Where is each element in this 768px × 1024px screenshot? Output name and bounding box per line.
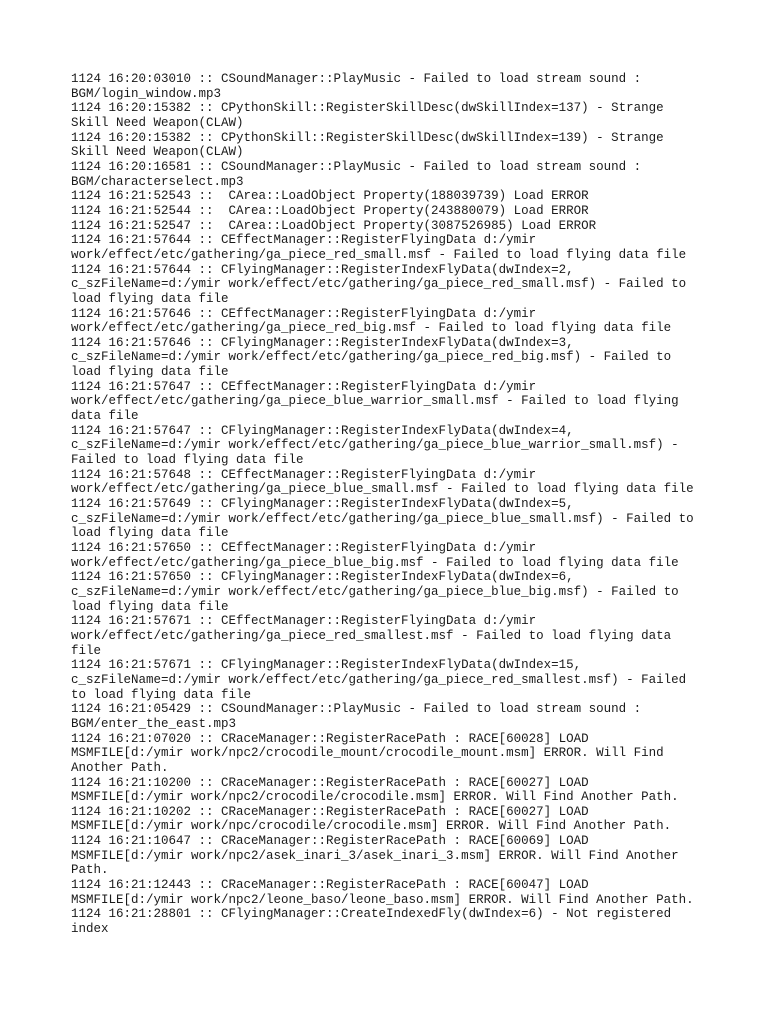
log-line: c_szFileName=d:/ymir work/effect/etc/gathering/ga_piece_blue_warrior_small.msf) -: [71, 438, 679, 453]
log-line: 1124 16:21:57650 :: CFlyingManager::RegisterIndexFlyData(dwIndex=6,: [71, 570, 574, 585]
log-line: data file: [71, 409, 139, 424]
log-line: BGM/login_window.mp3: [71, 86, 222, 101]
log-line: 1124 16:21:10647 :: CRaceManager::RegisterRacePath : RACE[60069] LOAD: [71, 834, 589, 849]
log-line: load flying data file: [71, 526, 229, 541]
log-line: 1124 16:21:57647 :: CFlyingManager::RegisterIndexFlyData(dwIndex=4,: [71, 423, 574, 438]
log-line: 1124 16:20:03010 :: CSoundManager::PlayMusic - Failed to load stream sound :: [71, 72, 642, 86]
log-line: 1124 16:21:05429 :: CSoundManager::PlayMusic - Failed to load stream sound :: [71, 702, 642, 717]
log-line: 1124 16:21:52544 :: CArea::LoadObject Property(243880079) Load ERROR: [71, 203, 589, 218]
log-line: 1124 16:21:57647 :: CEffectManager::RegisterFlyingData d:/ymir: [71, 379, 537, 394]
log-line: 1124 16:21:57644 :: CEffectManager::RegisterFlyingData d:/ymir: [71, 233, 537, 248]
log-line: file: [71, 643, 102, 658]
log-line: Failed to load flying data file: [71, 453, 304, 468]
log-line: 1124 16:20:15382 :: CPythonSkill::RegisterSkillDesc(dwSkillIndex=139) - Strange: [71, 130, 664, 145]
log-line: c_szFileName=d:/ymir work/effect/etc/gathering/ga_piece_red_small.msf) - Failed to: [71, 277, 687, 292]
log-line: MSMFILE[d:/ymir work/npc2/crocodile/crocodile.msm] ERROR. Will Find Another Path.: [71, 790, 679, 805]
log-line: 1124 16:21:52547 :: CArea::LoadObject Property(3087526985) Load ERROR: [71, 218, 597, 233]
log-line: c_szFileName=d:/ymir work/effect/etc/gathering/ga_piece_blue_big.msf) - Failed to: [71, 584, 679, 599]
log-line: Skill Need Weapon(CLAW): [71, 145, 244, 160]
log-line: 1124 16:20:16581 :: CSoundManager::PlayMusic - Failed to load stream sound :: [71, 159, 642, 174]
log-line: Skill Need Weapon(CLAW): [71, 115, 244, 130]
log-line: work/effect/etc/gathering/ga_piece_blue_warrior_small.msf - Failed to load flying: [71, 394, 679, 409]
log-line: Another Path.: [71, 760, 169, 775]
log-line: to load flying data file: [71, 687, 252, 702]
log-line: c_szFileName=d:/ymir work/effect/etc/gathering/ga_piece_red_big.msf) - Failed to: [71, 350, 672, 365]
log-line: MSMFILE[d:/ymir work/npc2/crocodile_mount/crocodile_mount.msm] ERROR. Will Find: [71, 746, 664, 761]
log-line: load flying data file: [71, 365, 229, 380]
log-line: 1124 16:20:15382 :: CPythonSkill::RegisterSkillDesc(dwSkillIndex=137) - Strange: [71, 101, 664, 116]
log-line: Path.: [71, 863, 109, 878]
log-line: index: [71, 922, 109, 937]
log-line: work/effect/etc/gathering/ga_piece_blue_big.msf - Failed to load flying data file: [71, 555, 679, 570]
log-line: 1124 16:21:57671 :: CEffectManager::RegisterFlyingData d:/ymir: [71, 614, 537, 629]
log-line: 1124 16:21:10200 :: CRaceManager::RegisterRacePath : RACE[60027] LOAD: [71, 775, 589, 790]
log-line: c_szFileName=d:/ymir work/effect/etc/gathering/ga_piece_red_smallest.msf) - Failed: [71, 672, 687, 687]
log-line: work/effect/etc/gathering/ga_piece_red_smallest.msf - Failed to load flying data: [71, 628, 672, 643]
log-line: 1124 16:21:07020 :: CRaceManager::RegisterRacePath : RACE[60028] LOAD: [71, 731, 589, 746]
log-line: work/effect/etc/gathering/ga_piece_red_big.msf - Failed to load flying data file: [71, 321, 672, 336]
log-line: 1124 16:21:57648 :: CEffectManager::RegisterFlyingData d:/ymir: [71, 467, 537, 482]
log-line: BGM/enter_the_east.mp3: [71, 716, 237, 731]
log-line: 1124 16:21:12443 :: CRaceManager::RegisterRacePath : RACE[60047] LOAD: [71, 878, 589, 893]
log-line: 1124 16:21:10202 :: CRaceManager::RegisterRacePath : RACE[60027] LOAD: [71, 804, 589, 819]
log-line: 1124 16:21:57671 :: CFlyingManager::RegisterIndexFlyData(dwIndex=15,: [71, 658, 582, 673]
log-line: BGM/characterselect.mp3: [71, 174, 244, 189]
log-line: 1124 16:21:28801 :: CFlyingManager::CreateIndexedFly(dwIndex=6) - Not registered: [71, 907, 672, 922]
log-line: MSMFILE[d:/ymir work/npc2/asek_inari_3/asek_inari_3.msm] ERROR. Will Find Another: [71, 848, 679, 863]
log-line: MSMFILE[d:/ymir work/npc2/leone_baso/leone_baso.msm] ERROR. Will Find Another Path.: [71, 892, 694, 907]
log-line: 1124 16:21:57644 :: CFlyingManager::RegisterIndexFlyData(dwIndex=2,: [71, 262, 574, 277]
log-document: [71, 72, 711, 937]
log-line: work/effect/etc/gathering/ga_piece_red_small.msf - Failed to load flying data file: [71, 247, 687, 262]
log-line: c_szFileName=d:/ymir work/effect/etc/gathering/ga_piece_blue_small.msf) - Failed to: [71, 511, 694, 526]
log-line: 1124 16:21:57649 :: CFlyingManager::RegisterIndexFlyData(dwIndex=5,: [71, 497, 574, 512]
log-line: 1124 16:21:57646 :: CFlyingManager::RegisterIndexFlyData(dwIndex=3,: [71, 335, 574, 350]
log-line: 1124 16:21:57646 :: CEffectManager::RegisterFlyingData d:/ymir: [71, 306, 537, 321]
log-line: load flying data file: [71, 291, 229, 306]
log-line: 1124 16:21:57650 :: CEffectManager::RegisterFlyingData d:/ymir: [71, 541, 537, 555]
log-line: work/effect/etc/gathering/ga_piece_blue_small.msf - Failed to load flying data file: [71, 482, 694, 497]
log-line: 1124 16:21:52543 :: CArea::LoadObject Property(188039739) Load ERROR: [71, 189, 589, 204]
log-line: load flying data file: [71, 599, 229, 614]
log-line: MSMFILE[d:/ymir work/npc/crocodile/crocodile.msm] ERROR. Will Find Another Path.: [71, 819, 672, 834]
